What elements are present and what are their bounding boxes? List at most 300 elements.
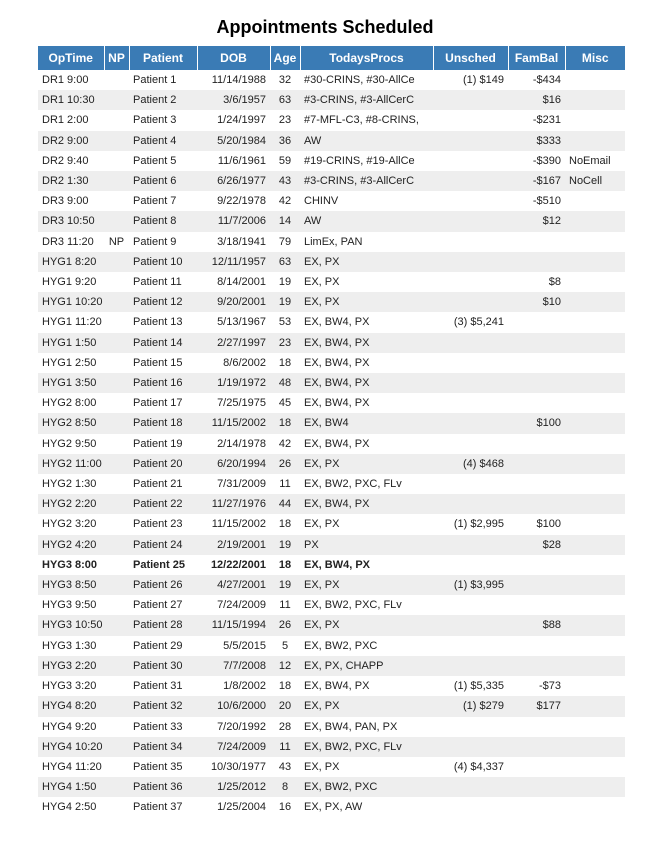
- cell-age: 26: [278, 619, 292, 632]
- cell-dob: 5/13/1967: [217, 316, 266, 329]
- cell-fambal: [508, 353, 565, 373]
- table-row[interactable]: [38, 413, 625, 433]
- cell-unsched: [433, 292, 508, 312]
- cell-patient: Patient 1: [133, 74, 177, 86]
- table-row[interactable]: [38, 575, 625, 595]
- cell-age: 11: [279, 478, 291, 491]
- cell-optime: HYG3 8:50: [42, 579, 97, 592]
- table-row[interactable]: [38, 474, 625, 494]
- cell-age: 5: [281, 639, 289, 652]
- cell-misc: [565, 757, 625, 777]
- cell-optime: HYG3 9:50: [42, 599, 97, 612]
- table-row[interactable]: [38, 797, 625, 817]
- cell-misc: [565, 353, 625, 373]
- cell-todaysprocs: #19-CRINS, #19-AllCe: [304, 154, 415, 167]
- cell-misc: NoCell: [569, 175, 603, 188]
- column-header-np[interactable]: NP: [104, 46, 129, 70]
- cell-optime: HYG3 3:20: [42, 680, 97, 693]
- cell-misc: [565, 312, 625, 332]
- cell-dob: 6/20/1994: [217, 457, 266, 470]
- cell-misc: [565, 393, 625, 413]
- cell-optime: DR1 2:00: [42, 114, 89, 127]
- cell-dob: 1/24/1997: [217, 114, 266, 127]
- cell-optime: HYG1 3:50: [42, 377, 97, 390]
- cell-age: 32: [278, 74, 292, 86]
- table-row[interactable]: [38, 494, 625, 514]
- cell-dob: 11/27/1976: [211, 498, 266, 511]
- table-row[interactable]: [38, 454, 625, 474]
- table-row[interactable]: [38, 737, 625, 757]
- cell-fambal: $28: [542, 538, 561, 551]
- cell-optime: DR3 10:50: [42, 215, 95, 228]
- table-row[interactable]: [38, 717, 625, 737]
- cell-patient: Patient 20: [133, 457, 183, 470]
- cell-dob: 11/15/2002: [211, 518, 266, 531]
- report: [0, 17, 650, 818]
- cell-todaysprocs: EX, BW4, PX: [304, 437, 370, 450]
- cell-fambal: $10: [542, 296, 561, 309]
- cell-dob: 10/6/2000: [217, 700, 266, 713]
- cell-age: 18: [278, 356, 292, 369]
- cell-unsched: [433, 211, 508, 231]
- cell-dob: 5/5/2015: [223, 639, 266, 652]
- cell-fambal: [508, 232, 565, 252]
- cell-todaysprocs: EX, PX: [304, 518, 340, 531]
- cell-misc: [565, 575, 625, 595]
- cell-dob: 11/14/1988: [211, 74, 266, 86]
- cell-dob: 11/15/2002: [211, 417, 266, 430]
- cell-misc: [565, 514, 625, 534]
- cell-unsched: (1) $279: [463, 700, 504, 713]
- cell-optime: HYG1 2:50: [42, 356, 97, 369]
- cell-np: [104, 535, 129, 555]
- cell-todaysprocs: EX, BW4, PX: [304, 377, 370, 390]
- cell-patient: Patient 31: [133, 680, 183, 693]
- cell-age: 8: [281, 781, 289, 794]
- cell-np: [104, 595, 129, 615]
- cell-optime: HYG3 1:30: [42, 639, 97, 652]
- cell-optime: HYG4 1:50: [42, 781, 97, 794]
- cell-patient: Patient 15: [133, 356, 183, 369]
- cell-optime: DR3 11:20: [42, 235, 94, 248]
- cell-dob: 11/15/1994: [211, 619, 266, 632]
- cell-np: [104, 757, 129, 777]
- cell-np: [104, 70, 129, 90]
- cell-optime: HYG4 2:50: [42, 801, 97, 814]
- cell-fambal: [508, 656, 565, 676]
- cell-optime: HYG3 2:20: [42, 659, 97, 672]
- cell-unsched: [433, 333, 508, 353]
- table-row[interactable]: [38, 252, 625, 272]
- cell-patient: Patient 32: [133, 700, 183, 713]
- table-row[interactable]: [38, 535, 625, 555]
- cell-np: [104, 555, 129, 575]
- cell-unsched: [433, 656, 508, 676]
- cell-np: [104, 615, 129, 635]
- table-row[interactable]: [38, 555, 625, 575]
- cell-optime: DR1 9:00: [42, 74, 89, 86]
- column-header-fambal[interactable]: FamBal: [508, 46, 565, 70]
- cell-np: [104, 636, 129, 656]
- cell-misc: [565, 292, 625, 312]
- cell-dob: 7/25/1975: [217, 397, 266, 410]
- cell-dob: 2/14/1978: [217, 437, 266, 450]
- cell-patient: Patient 16: [133, 377, 183, 390]
- cell-fambal: [508, 434, 565, 454]
- cell-todaysprocs: EX, PX: [304, 457, 340, 470]
- cell-todaysprocs: EX, PX: [304, 619, 340, 632]
- cell-patient: Patient 33: [133, 720, 183, 733]
- cell-unsched: [433, 777, 508, 797]
- cell-fambal: [508, 252, 565, 272]
- cell-fambal: [508, 757, 565, 777]
- cell-fambal: [508, 737, 565, 757]
- cell-misc: [565, 413, 625, 433]
- cell-patient: Patient 30: [133, 659, 183, 672]
- table-row[interactable]: [38, 171, 625, 191]
- cell-dob: 7/7/2008: [223, 659, 266, 672]
- table-row[interactable]: [38, 676, 625, 696]
- cell-unsched: (1) $149: [463, 74, 504, 86]
- header-row: [38, 46, 625, 70]
- cell-patient: Patient 9: [133, 235, 177, 248]
- cell-misc: [565, 737, 625, 757]
- cell-fambal: -$390: [532, 154, 561, 167]
- cell-dob: 7/24/2009: [217, 599, 266, 612]
- cell-fambal: [508, 373, 565, 393]
- cell-misc: [565, 777, 625, 797]
- cell-patient: Patient 11: [133, 276, 182, 289]
- cell-np: [104, 413, 129, 433]
- cell-dob: 12/22/2001: [210, 558, 266, 571]
- cell-fambal: -$434: [532, 74, 561, 86]
- cell-todaysprocs: LimEx, PAN: [304, 235, 363, 248]
- table-row[interactable]: [38, 70, 625, 90]
- cell-dob: 11/7/2006: [217, 215, 266, 228]
- cell-age: 19: [278, 538, 292, 551]
- cell-np: [104, 90, 129, 110]
- cell-optime: DR1 10:30: [42, 94, 95, 107]
- cell-patient: Patient 19: [133, 437, 183, 450]
- cell-todaysprocs: #3-CRINS, #3-AllCerC: [304, 94, 415, 107]
- cell-age: 18: [278, 518, 292, 531]
- cell-fambal: [508, 595, 565, 615]
- cell-misc: NoEmail: [569, 154, 611, 167]
- cell-fambal: [508, 777, 565, 797]
- cell-unsched: [433, 636, 508, 656]
- cell-np: [104, 696, 129, 716]
- cell-dob: 5/20/1984: [217, 134, 266, 147]
- table-row[interactable]: [38, 656, 625, 676]
- cell-patient: Patient 29: [133, 639, 183, 652]
- table-row[interactable]: [38, 131, 625, 151]
- cell-fambal: $100: [536, 518, 561, 531]
- cell-np: [104, 252, 129, 272]
- cell-age: 63: [278, 255, 292, 268]
- table-row[interactable]: [38, 191, 625, 211]
- cell-fambal: [508, 474, 565, 494]
- cell-np: [104, 454, 129, 474]
- cell-dob: 8/6/2002: [223, 356, 266, 369]
- cell-age: 26: [278, 457, 292, 470]
- cell-unsched: (1) $3,995: [453, 579, 504, 592]
- cell-misc: [565, 494, 625, 514]
- cell-dob: 7/20/1992: [217, 720, 266, 733]
- cell-todaysprocs: EX, BW4, PX: [304, 316, 370, 329]
- cell-np: [104, 151, 129, 171]
- cell-todaysprocs: EX, BW2, PXC, FLv: [304, 478, 402, 491]
- cell-fambal: $88: [542, 619, 561, 632]
- cell-fambal: [508, 575, 565, 595]
- table-row[interactable]: [38, 757, 625, 777]
- cell-patient: Patient 26: [133, 579, 183, 592]
- cell-todaysprocs: EX, BW2, PXC: [304, 781, 378, 794]
- cell-unsched: [433, 272, 508, 292]
- cell-todaysprocs: AW: [304, 215, 322, 228]
- table-row[interactable]: [38, 615, 625, 635]
- cell-age: 42: [278, 437, 292, 450]
- cell-patient: Patient 13: [133, 316, 183, 329]
- cell-fambal: $333: [536, 134, 561, 147]
- cell-dob: 7/31/2009: [217, 478, 266, 491]
- cell-patient: Patient 23: [133, 518, 183, 531]
- column-header-age[interactable]: Age: [270, 46, 300, 70]
- cell-optime: HYG3 8:00: [42, 558, 98, 571]
- cell-dob: 1/8/2002: [223, 680, 266, 693]
- cell-unsched: [433, 494, 508, 514]
- cell-fambal: -$167: [532, 175, 561, 188]
- cell-todaysprocs: EX, PX: [304, 296, 340, 309]
- cell-unsched: [433, 413, 508, 433]
- cell-dob: 2/27/1997: [217, 336, 266, 349]
- table-row[interactable]: [38, 151, 625, 171]
- cell-todaysprocs: EX, BW4, PX: [304, 356, 370, 369]
- cell-optime: HYG2 8:50: [42, 417, 97, 430]
- cell-optime: HYG1 11:20: [42, 316, 102, 329]
- cell-age: 59: [278, 154, 292, 167]
- cell-np: [104, 353, 129, 373]
- cell-todaysprocs: EX, PX: [304, 579, 340, 592]
- cell-optime: DR2 9:40: [42, 154, 89, 167]
- cell-fambal: $12: [542, 215, 561, 228]
- table-row[interactable]: [38, 636, 625, 656]
- cell-misc: [565, 676, 625, 696]
- cell-todaysprocs: EX, BW4, PX: [304, 498, 370, 511]
- cell-optime: HYG4 9:20: [42, 720, 97, 733]
- cell-misc: [565, 70, 625, 90]
- cell-todaysprocs: EX, PX: [304, 700, 340, 713]
- cell-age: 20: [278, 700, 292, 713]
- cell-patient: Patient 5: [133, 154, 177, 167]
- cell-dob: 9/20/2001: [217, 296, 266, 309]
- cell-unsched: (4) $468: [463, 457, 504, 470]
- cell-unsched: (1) $2,995: [453, 518, 504, 531]
- table-row[interactable]: [38, 514, 625, 534]
- cell-misc: [565, 272, 625, 292]
- cell-patient: Patient 27: [133, 599, 183, 612]
- cell-patient: Patient 28: [133, 619, 183, 632]
- cell-todaysprocs: CHINV: [304, 195, 339, 208]
- column-header-optime[interactable]: OpTime: [38, 46, 104, 70]
- table-row[interactable]: [38, 90, 625, 110]
- table-row[interactable]: [38, 393, 625, 413]
- column-header-unsched[interactable]: Unsched: [433, 46, 508, 70]
- cell-age: 79: [278, 235, 292, 248]
- cell-unsched: [433, 232, 508, 252]
- cell-np: [104, 777, 129, 797]
- cell-fambal: [508, 636, 565, 656]
- cell-unsched: (1) $5,335: [453, 680, 504, 693]
- cell-np: [104, 312, 129, 332]
- column-header-dob[interactable]: DOB: [197, 46, 270, 70]
- cell-patient: Patient 18: [133, 417, 183, 430]
- cell-optime: DR2 1:30: [42, 175, 89, 188]
- cell-fambal: -$510: [532, 195, 561, 208]
- cell-dob: 2/19/2001: [217, 538, 266, 551]
- cell-np: [104, 514, 129, 534]
- cell-fambal: $8: [548, 276, 561, 289]
- cell-unsched: [433, 131, 508, 151]
- cell-dob: 11/6/1961: [217, 154, 266, 167]
- cell-patient: Patient 25: [133, 558, 185, 571]
- cell-patient: Patient 17: [133, 397, 183, 410]
- cell-np: [104, 797, 129, 817]
- cell-age: 18: [278, 680, 292, 693]
- cell-optime: HYG3 10:50: [42, 619, 103, 632]
- cell-fambal: -$73: [538, 680, 561, 693]
- cell-optime: HYG2 4:20: [42, 538, 97, 551]
- cell-misc: [565, 373, 625, 393]
- cell-misc: [565, 615, 625, 635]
- cell-patient: Patient 6: [133, 175, 177, 188]
- cell-misc: [565, 636, 625, 656]
- cell-fambal: -$231: [532, 114, 561, 127]
- cell-patient: Patient 21: [133, 478, 183, 491]
- cell-optime: DR2 9:00: [42, 134, 89, 147]
- table-row[interactable]: [38, 696, 625, 716]
- cell-patient: Patient 3: [133, 114, 177, 127]
- cell-todaysprocs: #30-CRINS, #30-AllCe: [304, 74, 415, 86]
- cell-unsched: [433, 393, 508, 413]
- cell-fambal: [508, 494, 565, 514]
- cell-patient: Patient 37: [133, 801, 183, 814]
- cell-optime: HYG2 8:00: [42, 397, 97, 410]
- cell-todaysprocs: EX, BW2, PXC: [304, 639, 378, 652]
- cell-misc: [565, 90, 625, 110]
- table-row[interactable]: [38, 353, 625, 373]
- cell-age: 23: [278, 114, 292, 127]
- cell-unsched: [433, 191, 508, 211]
- table-row[interactable]: [38, 595, 625, 615]
- column-header-patient[interactable]: Patient: [129, 46, 197, 70]
- cell-patient: Patient 4: [133, 134, 177, 147]
- cell-todaysprocs: EX, BW4, PX: [304, 558, 371, 571]
- cell-optime: DR3 9:00: [42, 195, 89, 208]
- cell-fambal: $16: [542, 94, 561, 107]
- cell-np: [104, 393, 129, 413]
- cell-age: 23: [278, 336, 292, 349]
- table-row[interactable]: [38, 211, 625, 231]
- cell-misc: [565, 110, 625, 130]
- cell-misc: [565, 252, 625, 272]
- cell-fambal: [508, 797, 565, 817]
- cell-age: 45: [278, 397, 292, 410]
- cell-np: [104, 474, 129, 494]
- table-row[interactable]: [38, 232, 625, 252]
- cell-optime: HYG2 9:50: [42, 437, 97, 450]
- table-row[interactable]: [38, 777, 625, 797]
- table-row[interactable]: [38, 333, 625, 353]
- cell-dob: 3/6/1957: [223, 94, 266, 107]
- cell-unsched: [433, 555, 508, 575]
- cell-np: [104, 676, 129, 696]
- cell-unsched: [433, 110, 508, 130]
- table-row[interactable]: [38, 272, 625, 292]
- cell-todaysprocs: EX, PX, CHAPP: [304, 659, 384, 672]
- cell-dob: 12/11/1957: [211, 255, 266, 268]
- cell-optime: HYG2 1:30: [42, 478, 97, 491]
- cell-unsched: [433, 171, 508, 191]
- cell-dob: 1/25/2012: [217, 781, 266, 794]
- appointments-table: [38, 46, 625, 818]
- table-row[interactable]: [38, 434, 625, 454]
- cell-todaysprocs: EX, PX: [304, 760, 340, 773]
- cell-optime: HYG4 8:20: [42, 700, 97, 713]
- cell-unsched: (3) $5,241: [453, 316, 504, 329]
- cell-fambal: [508, 555, 565, 575]
- table-row[interactable]: [38, 373, 625, 393]
- cell-fambal: [508, 333, 565, 353]
- cell-np: [104, 434, 129, 454]
- cell-fambal: [508, 454, 565, 474]
- cell-age: 43: [278, 175, 292, 188]
- cell-np: [104, 717, 129, 737]
- cell-age: 12: [278, 659, 292, 672]
- cell-dob: 8/14/2001: [217, 276, 266, 289]
- table-body: [38, 70, 625, 818]
- column-header-misc[interactable]: Misc: [565, 46, 625, 70]
- cell-patient: Patient 34: [133, 740, 183, 753]
- cell-age: 43: [278, 760, 292, 773]
- cell-age: 42: [278, 195, 292, 208]
- cell-optime: HYG2 11:00: [42, 457, 102, 470]
- cell-age: 11: [279, 740, 291, 753]
- column-header-todaysprocs[interactable]: TodaysProcs: [300, 46, 433, 70]
- cell-unsched: [433, 151, 508, 171]
- cell-dob: 1/19/1972: [217, 377, 266, 390]
- cell-optime: HYG1 9:20: [42, 276, 97, 289]
- cell-todaysprocs: EX, BW4: [304, 417, 349, 430]
- cell-np: [104, 191, 129, 211]
- cell-age: 18: [278, 558, 292, 571]
- cell-optime: HYG4 11:20: [42, 760, 102, 773]
- table-row[interactable]: [38, 292, 625, 312]
- cell-optime: HYG4 10:20: [42, 740, 103, 753]
- table-row[interactable]: [38, 110, 625, 130]
- cell-unsched: [433, 595, 508, 615]
- cell-optime: HYG1 10:20: [42, 296, 103, 309]
- cell-todaysprocs: EX, BW4, PAN, PX: [304, 720, 398, 733]
- cell-np: [104, 373, 129, 393]
- cell-todaysprocs: AW: [304, 134, 322, 147]
- cell-todaysprocs: EX, BW4, PX: [304, 680, 370, 693]
- cell-todaysprocs: EX, BW2, PXC, FLv: [304, 740, 402, 753]
- cell-fambal: [508, 312, 565, 332]
- table-row[interactable]: [38, 312, 625, 332]
- cell-misc: [565, 595, 625, 615]
- cell-misc: [565, 656, 625, 676]
- cell-unsched: [433, 373, 508, 393]
